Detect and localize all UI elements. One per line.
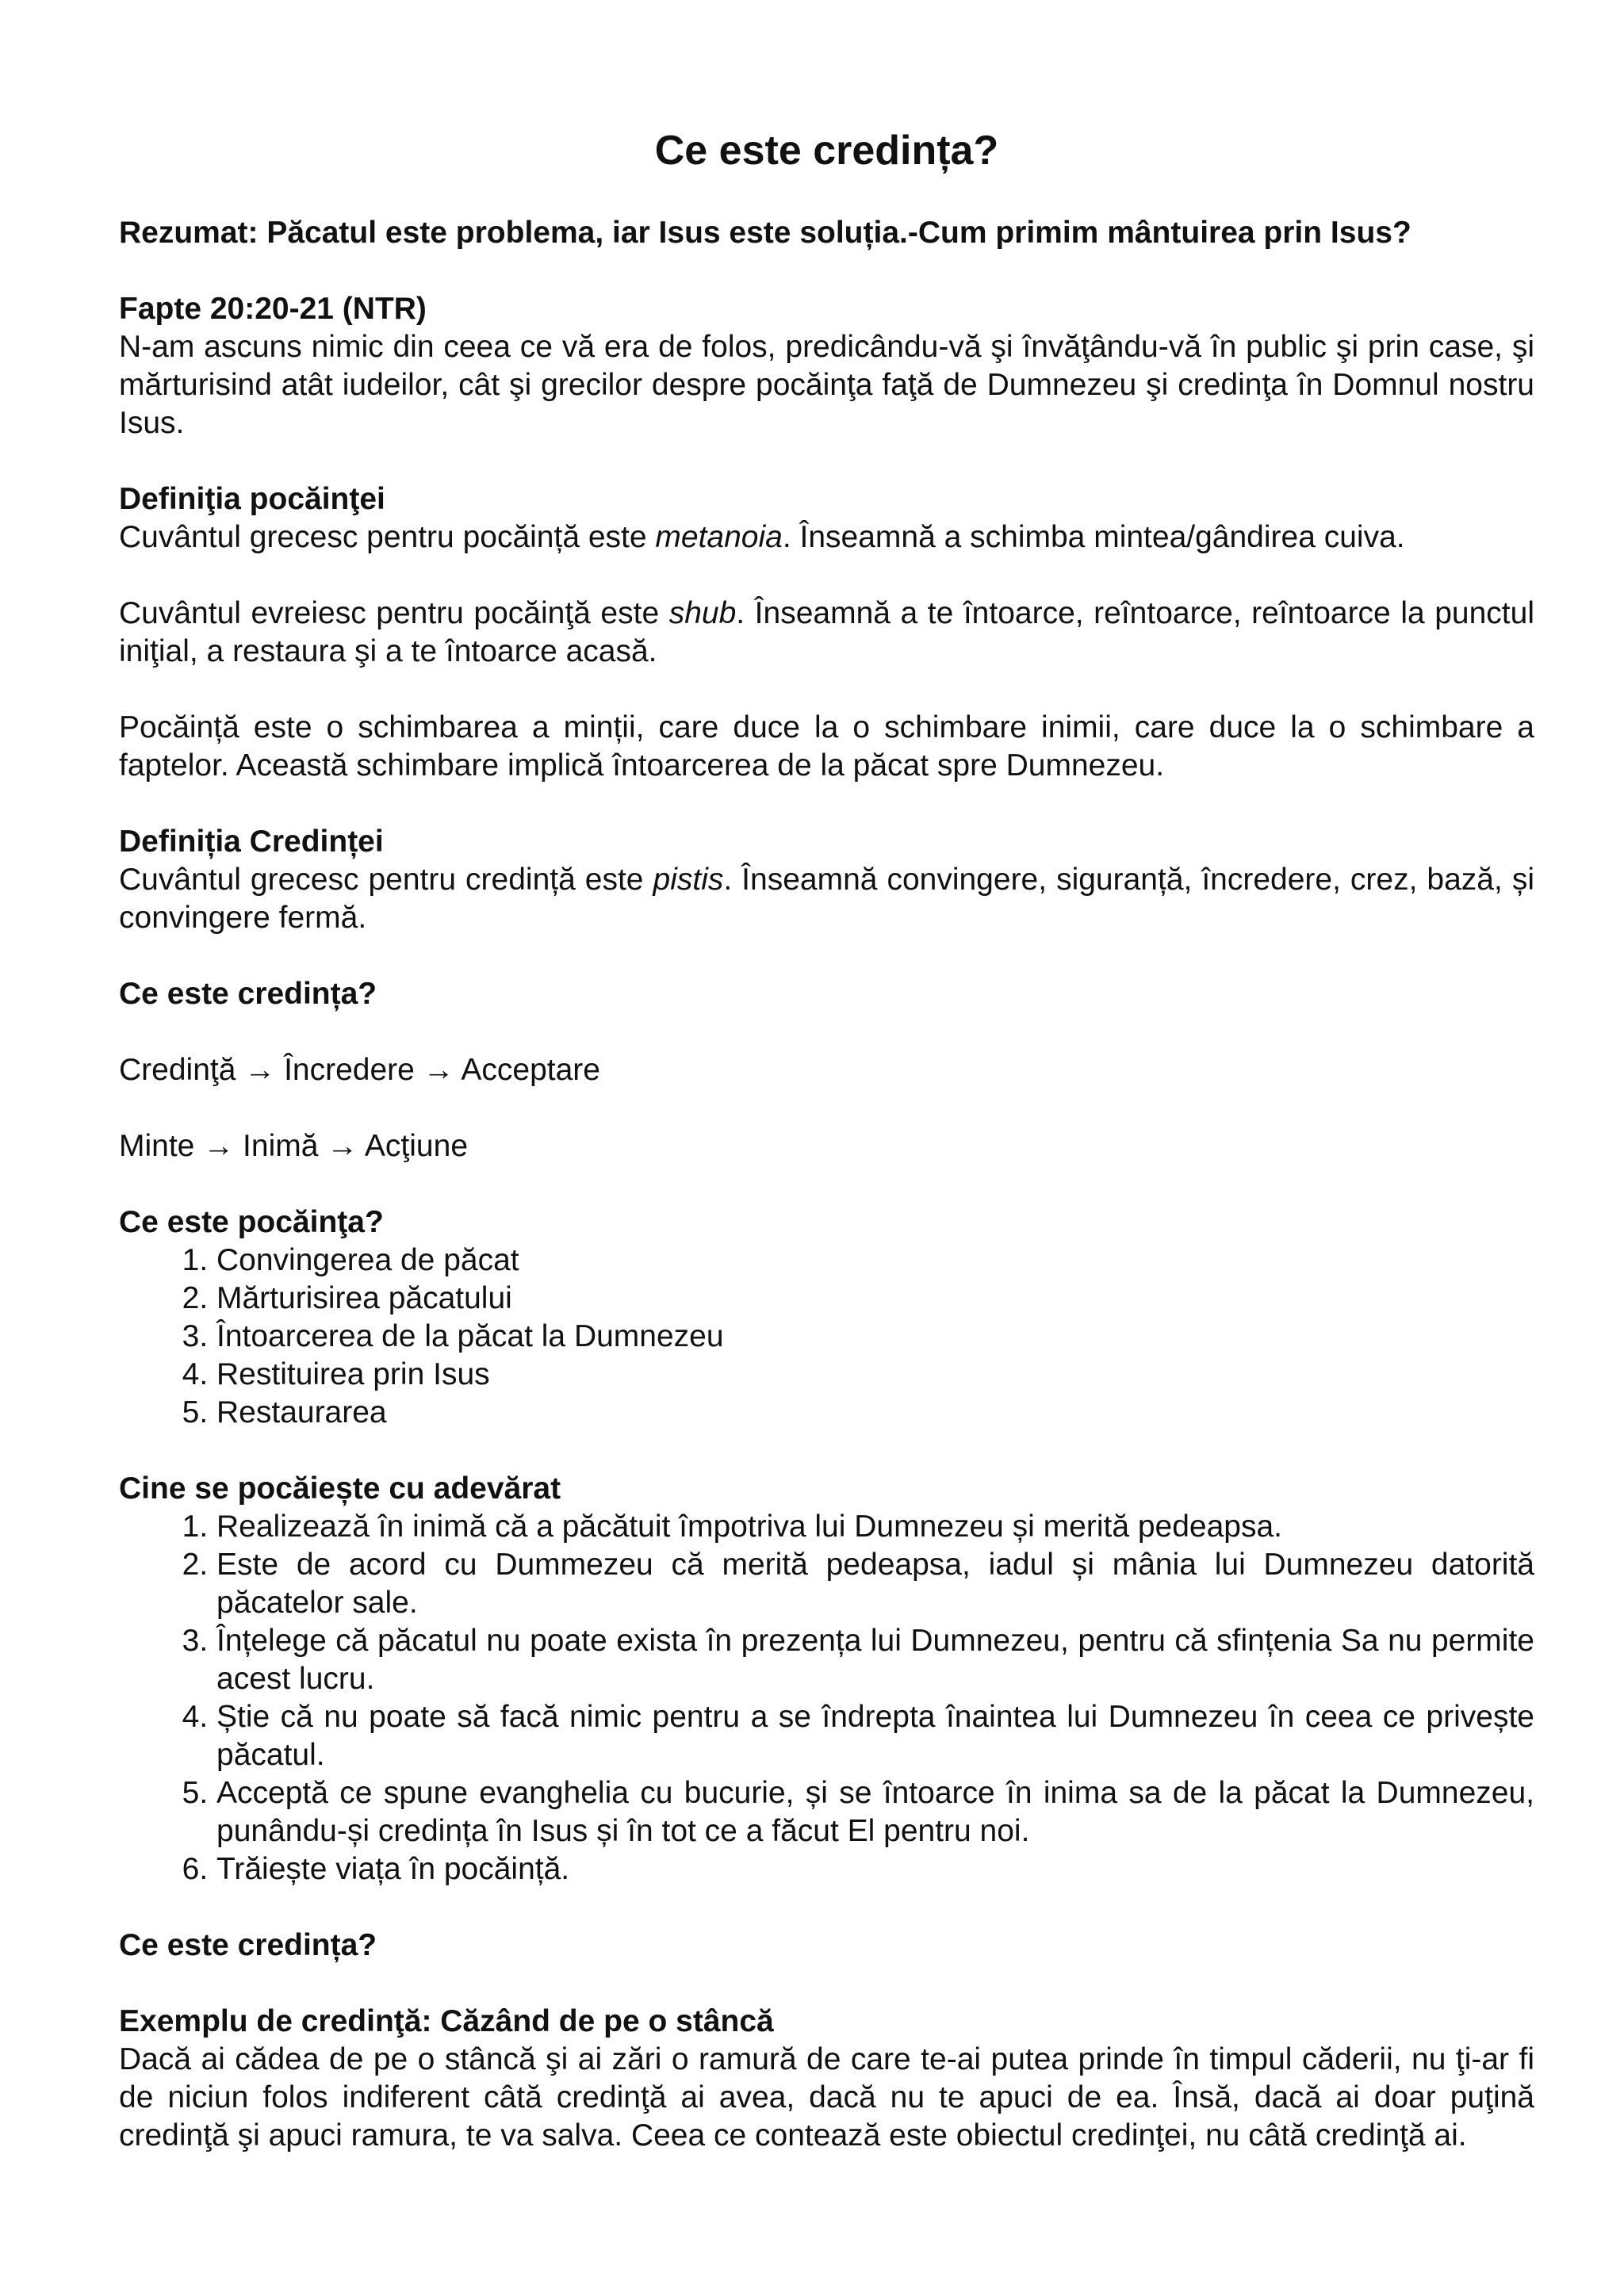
faith-definition-section bbox=[119, 823, 1534, 937]
repentance-steps-list bbox=[119, 1242, 1534, 1432]
text-run: Cuvântul grecesc pentru pocăință este bbox=[119, 520, 656, 554]
who-repents-heading: Cine se pocăiește cu adevărat bbox=[119, 1471, 561, 1506]
hebrew-word: shub bbox=[668, 596, 737, 630]
what-is-repentance-section bbox=[119, 1203, 1534, 1432]
repentance-hebrew-paragraph bbox=[119, 595, 1534, 671]
document-page bbox=[119, 125, 1534, 2155]
summary: Rezumat: Păcatul este problema, iar Isus este soluția.-Cum primim mântuirea prin Isus? bbox=[119, 216, 1411, 250]
what-is-faith-heading: Ce este credința? bbox=[119, 977, 377, 1011]
list-item: 1. Convingerea de păcat bbox=[216, 1242, 1534, 1280]
faith-progression-line: Credinţă → Încredere → Acceptare bbox=[119, 1053, 600, 1087]
page-title: Ce este credința? bbox=[654, 128, 999, 174]
faith-greek-paragraph bbox=[119, 861, 1534, 937]
text-run: . Înseamnă convingere, siguranță, încredere, crez, bază, și convingere fermă. bbox=[119, 863, 1534, 935]
repentance-summary-paragraph: Pocăință este o schimbarea a minții, care duce la o schimbare inimii, care duce la o schimbare a faptelor. Această schimbare implică întoarcerea de la păcat spre Dumnezeu. bbox=[119, 710, 1534, 783]
text-run: Cuvântul grecesc pentru credință este bbox=[119, 863, 653, 897]
list-item: 5. Restaurarea bbox=[216, 1394, 1534, 1432]
repentance-greek-paragraph bbox=[119, 519, 1534, 557]
greek-word: pistis bbox=[653, 863, 724, 897]
verse-text: N-am ascuns nimic din ceea ce vă era de folos, predicându-vă şi învăţându-vă în public şi prin case, şi mărturisind atât iudeilor, cât şi grecilor despre pocăinţa faţă de Dumnezeu şi credinţa în Domnul nostru Isus. bbox=[119, 330, 1534, 440]
who-repents-list bbox=[119, 1508, 1534, 1888]
list-item: 2. Mărturisirea păcatului bbox=[216, 1280, 1534, 1318]
what-is-repentance-heading: Ce este pocăinţa? bbox=[119, 1205, 384, 1239]
list-item: 2. Este de acord cu Dummezeu că merită pedeapsa, iadul și mânia lui Dumnezeu datorită păcatelor sale. bbox=[216, 1546, 1534, 1622]
who-repents-section bbox=[119, 1470, 1534, 1888]
what-is-faith-heading-2: Ce este credința? bbox=[119, 1928, 377, 1962]
text-run: . Înseamnă a te întoarce, reîntoarce, reîntoarce la punctul iniţial, a restaura şi a te întoarce acasă. bbox=[119, 596, 1534, 668]
example-text: Dacă ai cădea de pe o stâncă şi ai zări o ramură de care te-ai putea prinde în timpul căderii, nu ţi-ar fi de niciun folos indiferent câtă credinţă ai avea, dacă nu te apuci de ea. Însă, dacă ai doar puţină credinţă şi apuci ramura, te va salva. Ceea ce contează este obiectul credinţei, nu câtă credinţă ai. bbox=[119, 2042, 1534, 2152]
what-is-faith-section bbox=[119, 975, 1534, 1165]
example-section bbox=[119, 2003, 1534, 2155]
list-item: 4. Restituirea prin Isus bbox=[216, 1356, 1534, 1394]
list-item: 1. Realizează în inimă că a păcătuit împotriva lui Dumnezeu și merită pedeapsa. bbox=[216, 1508, 1534, 1546]
list-item: 3. Întoarcerea de la păcat la Dumnezeu bbox=[216, 1318, 1534, 1356]
verse-heading: Fapte 20:20-21 (NTR) bbox=[119, 292, 427, 326]
mind-progression-line: Minte → Inimă → Acţiune bbox=[119, 1129, 469, 1163]
verse-section bbox=[119, 290, 1534, 442]
example-heading: Exemplu de credinţă: Căzând de pe o stâncă bbox=[119, 2004, 774, 2038]
faith-definition-heading: Definiția Credinței bbox=[119, 825, 384, 859]
list-item: 4. Știe că nu poate să facă nimic pentru a se îndrepta înaintea lui Dumnezeu în ceea ce privește păcatul. bbox=[216, 1698, 1534, 1774]
list-item: 6. Trăiește viața în pocăință. bbox=[216, 1850, 1534, 1888]
repentance-definition-heading: Definiţia pocăinţei bbox=[119, 482, 385, 516]
repentance-definition-section bbox=[119, 480, 1534, 785]
text-run: Cuvântul evreiesc pentru pocăinţă este bbox=[119, 596, 669, 630]
list-item: 5. Acceptă ce spune evanghelia cu bucurie, și se întoarce în inima sa de la păcat la Dumnezeu, punându-și credința în Isus și în tot ce a făcut El pentru noi. bbox=[216, 1774, 1534, 1850]
greek-word: metanoia bbox=[655, 520, 783, 554]
text-run: . Înseamnă a schimba mintea/gândirea cuiva. bbox=[782, 520, 1405, 554]
list-item: 3. Înțelege că păcatul nu poate exista în prezența lui Dumnezeu, pentru că sfințenia Sa nu permite acest lucru. bbox=[216, 1622, 1534, 1698]
